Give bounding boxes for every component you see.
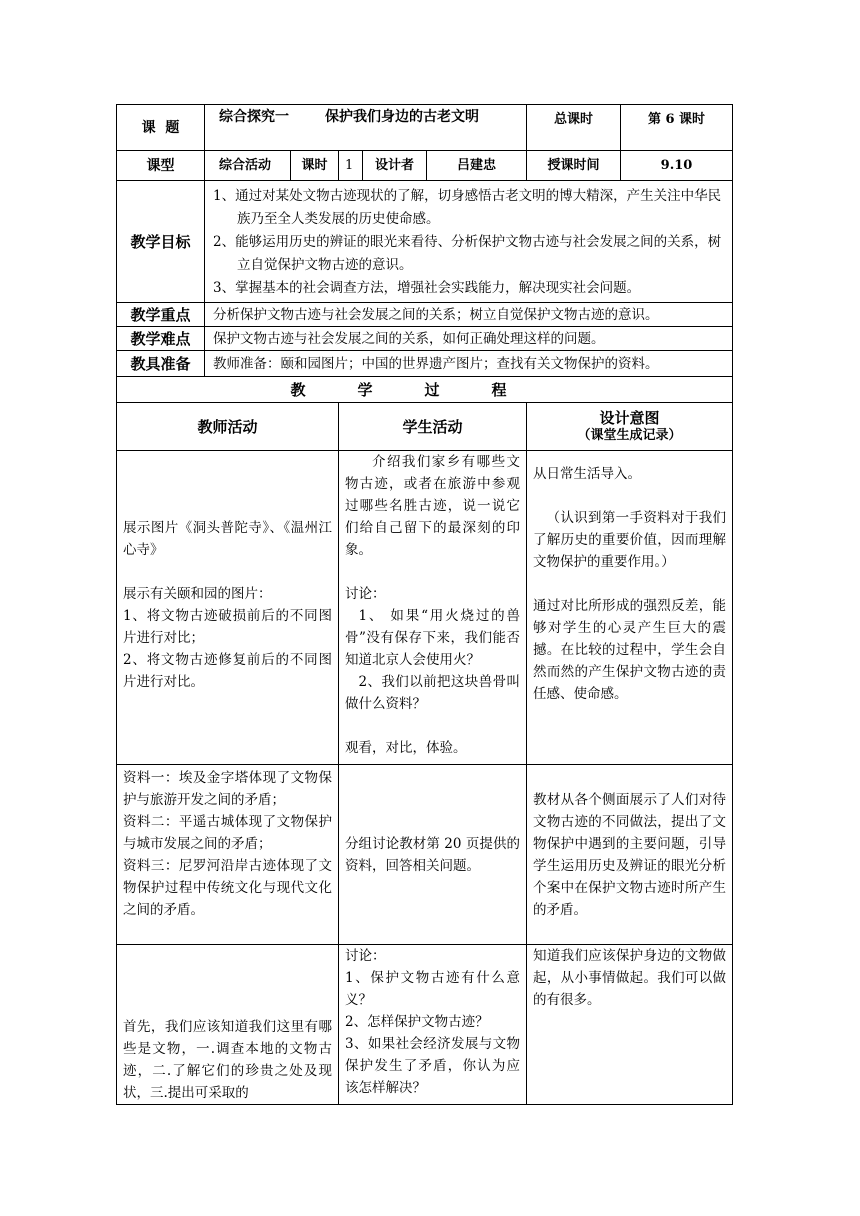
- row2-teacher-p3: 资料三：尼罗河沿岸古迹体现了文物保护过程中传统文化与现代文化之间的矛盾。: [123, 858, 332, 918]
- designer-value: 吕建忠: [427, 151, 527, 181]
- goals-content: [205, 181, 733, 303]
- hours-label: 课时: [291, 151, 339, 181]
- row1-student: [339, 451, 527, 765]
- designer-label: 设计者: [363, 151, 427, 181]
- row2-student-p1: 分组讨论教材第 20 页提供的资料，回答相关问题。: [345, 835, 521, 874]
- materials-value: 教师准备：颐和园图片；中国的世界遗产图片；查找有关文物保护的资料。: [205, 351, 733, 377]
- row1-teacher-p1: 展示图片《洞头普陀寺》、《温州江心寺》: [123, 520, 332, 558]
- row1-student-p4: 2、我们以前把这块兽骨叫做什么资料？: [345, 674, 521, 712]
- key-points-value: 分析保护文物古迹与社会发展之间的关系；树立自觉保护文物古迹的意识。: [205, 303, 733, 327]
- col-design-subtitle: （课堂生成记录）: [577, 427, 682, 443]
- row2-teacher-p1: 资料一：埃及金字塔体现了文物保护与旅游开发之间的矛盾；: [123, 770, 332, 808]
- process-title: [117, 377, 733, 403]
- row1-teacher-p3: 1、将文物古迹破损前后的不同图片进行对比；: [123, 608, 332, 646]
- teach-time-value: 9.10: [621, 151, 733, 181]
- row1-teacher: [117, 451, 339, 765]
- col-student-header: 学生活动: [339, 403, 527, 451]
- row3-student-p1: 讨论：: [345, 948, 386, 964]
- goal-item-3: 3、掌握基本的社会调查方法，增强社会实践能力，解决现实社会问题。: [213, 280, 641, 296]
- row2-design-p1: 教材从各个侧面展示了人们对待文物古迹的不同做法，提出了文物保护中遇到的主要问题，引导学生运用历史及辨证的眼光分析个案中在保护文物古迹时所产生的矛盾。: [533, 791, 727, 918]
- goal-item-1: 1、通过对某处文物古迹现状的了解，切身感悟古老文明的博大精深，产生关注中华民族乃至全人类发展的历史使命感。: [213, 188, 722, 227]
- row3-teacher: [117, 945, 339, 1105]
- teach-time-label: 授课时间: [527, 151, 621, 181]
- lesson-plan: [116, 104, 732, 1105]
- total-hours-label: 总课时: [527, 105, 621, 151]
- difficulties-label: 教学难点: [117, 327, 205, 351]
- row1-teacher-p2: 展示有关颐和园的图片：: [123, 586, 272, 602]
- row3-student-p4: 3、如果社会经济发展与文物保护发生了矛盾，你认为应该怎样解决？: [345, 1036, 521, 1096]
- row1-student-p1: 介绍我们家乡有哪些文物古迹，或者在旅游中参观过哪些名胜古迹，说一说它们给自己留下的最深刻的印象。: [345, 454, 521, 558]
- row2-design: [527, 765, 733, 945]
- difficulties-value: 保护文物古迹与社会发展之间的关系，如何正确处理这样的问题。: [205, 327, 733, 351]
- materials-label: 教具准备: [117, 351, 205, 377]
- row2-student: [339, 765, 527, 945]
- row1-design-p2: （认识到第一手资料对于我们了解历史的重要价值，因而理解文物保护的重要作用。）: [533, 510, 727, 570]
- goal-item-2: 2、能够运用历史的辨证的眼光来看待、分析保护文物古迹与社会发展之间的关系，树立自觉保护文物古迹的意识。: [213, 234, 722, 273]
- row1-design-p1: 从日常生活导入。: [533, 466, 642, 482]
- process-title-text: 教学过程: [290, 380, 559, 399]
- lesson-plan-table: [116, 104, 733, 1105]
- row3-design: [527, 945, 733, 1105]
- row3-student-p3: 2、怎样保护文物古迹？: [345, 1014, 489, 1030]
- goals-label: 教学目标: [117, 181, 205, 303]
- col-design-title: 设计意图: [599, 408, 660, 427]
- row1-student-p2: 讨论：: [345, 586, 386, 602]
- row3-design-p1: 知道我们应该保护身边的文物做起，从小事情做起。我们可以做的有很多。: [533, 948, 727, 1008]
- type-label: 课型: [117, 151, 205, 181]
- row1-student-p5: 观看，对比，体验。: [345, 740, 467, 756]
- row1-design: [527, 451, 733, 765]
- col-design-header: [527, 403, 733, 451]
- topic-value-part2: 保护我们身边的古老文明: [325, 109, 479, 125]
- row3-student: [339, 945, 527, 1105]
- row2-teacher-p2: 资料二：平遥古城体现了文物保护与城市发展之间的矛盾；: [123, 814, 332, 852]
- total-hours-value: 第 6 课时: [621, 105, 733, 151]
- row1-teacher-p4: 2、将文物古迹修复前后的不同图片进行对比。: [123, 652, 332, 690]
- row3-student-p2: 1、保护文物古迹有什么意义？: [345, 970, 521, 1008]
- row1-student-p3: 1、 如果“用火烧过的兽骨”没有保存下来，我们能否知道北京人会使用火？: [345, 608, 521, 668]
- key-points-label: 教学重点: [117, 303, 205, 327]
- col-teacher-header: 教师活动: [117, 403, 339, 451]
- row1-design-p3: 通过对比所形成的强烈反差，能够对学生的心灵产生巨大的震撼。在比较的过程中，学生会自然而然的产生保护文物古迹的责任感、使命感。: [533, 598, 727, 702]
- topic-value: [205, 105, 527, 151]
- topic-value-part1: 综合探究一: [219, 109, 289, 125]
- row3-teacher-p1: 首先，我们应该知道我们这里有哪些是文物，一.调查本地的文物古迹，二.了解它们的珍贵之处及现状，三.提出可采取的: [123, 1019, 332, 1101]
- topic-label: 课 题: [117, 105, 205, 151]
- row2-teacher: [117, 765, 339, 945]
- hours-value: 1: [339, 151, 363, 181]
- type-value: 综合活动: [205, 151, 291, 181]
